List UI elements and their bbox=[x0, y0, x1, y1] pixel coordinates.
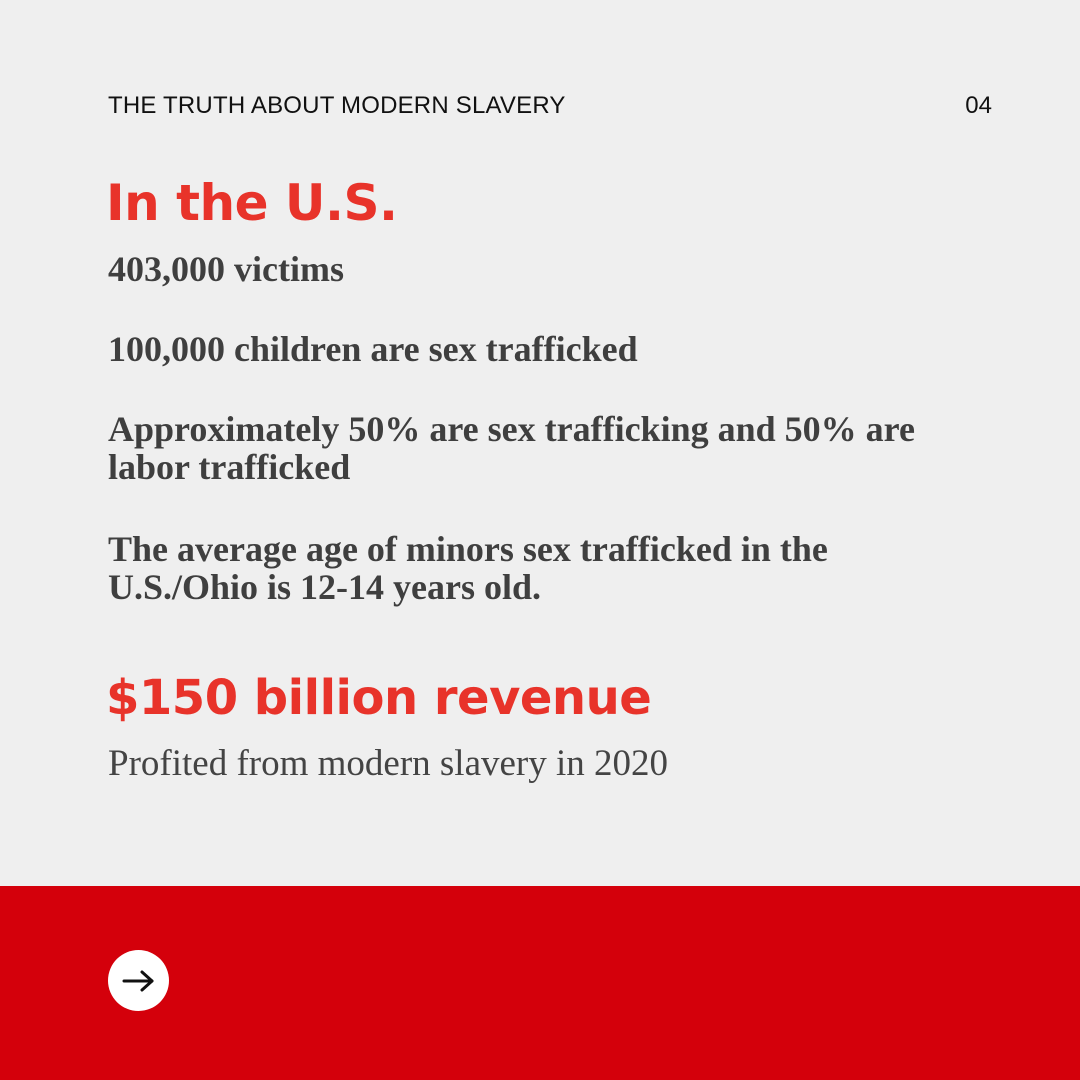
revenue-caption: Profited from modern slavery in 2020 bbox=[108, 743, 669, 784]
series-title: THE TRUTH ABOUT MODERN SLAVERY bbox=[108, 92, 566, 119]
stat-children: 100,000 children are sex trafficked bbox=[108, 329, 638, 369]
page-number: 04 bbox=[965, 92, 992, 119]
stat-trafficking-split: Approximately 50% are sex trafficking and 50% are labor trafficked bbox=[108, 409, 915, 487]
next-slide-button[interactable] bbox=[108, 950, 169, 1011]
arrow-right-icon bbox=[121, 969, 157, 993]
revenue-heading: $150 billion revenue bbox=[106, 670, 652, 726]
us-section-heading: In the U.S. bbox=[106, 174, 398, 232]
stat-victims: 403,000 victims bbox=[108, 249, 344, 289]
stat-average-age: The average age of minors sex trafficked in the U.S./Ohio is 12-14 years old. bbox=[108, 529, 828, 607]
